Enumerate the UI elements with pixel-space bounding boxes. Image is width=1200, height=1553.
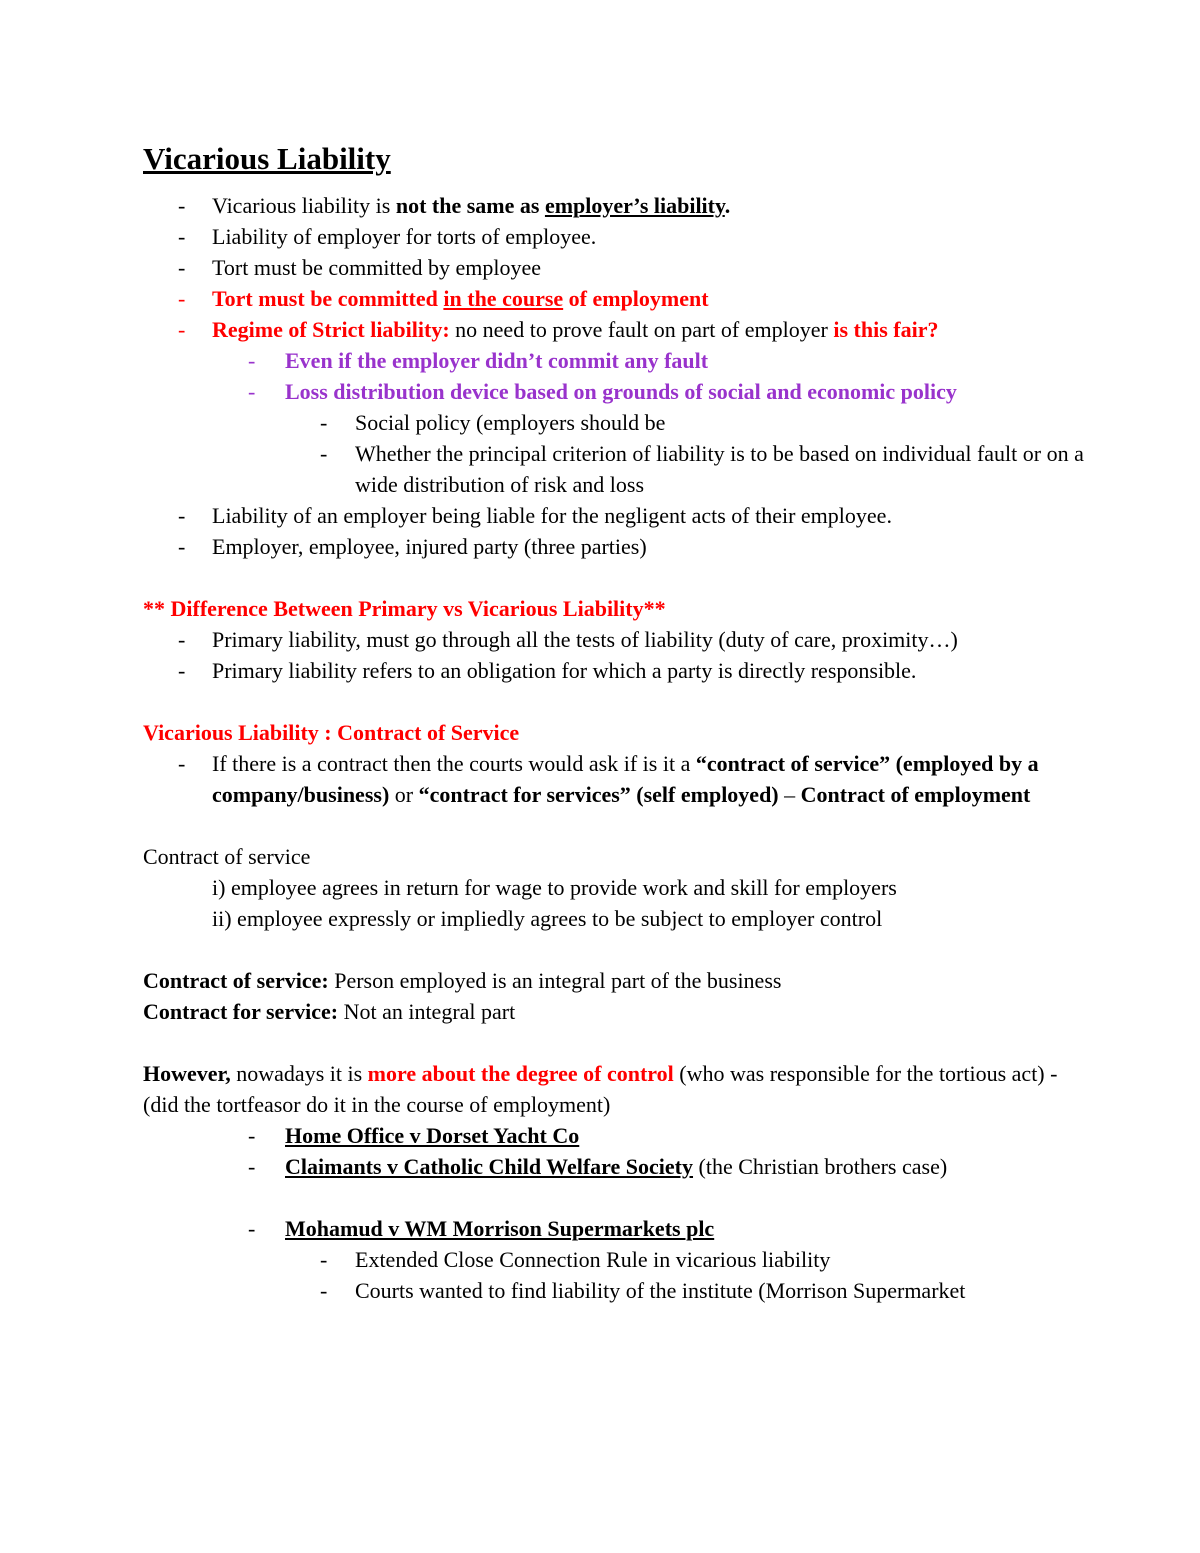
bullet-line bbox=[143, 1120, 1090, 1151]
text-segment: nowadays it is bbox=[230, 1061, 368, 1086]
bullet-dash: - bbox=[178, 751, 186, 776]
text-segment: Home Office v Dorset Yacht Co bbox=[285, 1123, 580, 1148]
text-segment: employer’s liability bbox=[544, 193, 725, 218]
paragraph-line bbox=[143, 717, 1090, 748]
bullet-line bbox=[143, 748, 1090, 810]
bullet-dash: - bbox=[248, 348, 256, 373]
line-content bbox=[212, 283, 1090, 314]
paragraph-line bbox=[143, 965, 1090, 996]
line-content bbox=[212, 748, 1090, 810]
bullet-dash: - bbox=[178, 534, 186, 559]
bullet-dash: - bbox=[178, 627, 186, 652]
line-content bbox=[285, 1151, 1090, 1182]
bullet-dash: - bbox=[178, 658, 186, 683]
page-title: Vicarious Liability bbox=[143, 141, 391, 176]
text-segment: Vicarious liability is bbox=[212, 193, 396, 218]
text-segment: Tort must be committed bbox=[212, 286, 444, 311]
bullet-line bbox=[143, 1151, 1090, 1182]
text-segment: Contract of service: bbox=[143, 968, 329, 993]
line-content bbox=[143, 965, 1090, 996]
line-content bbox=[212, 314, 1090, 345]
text-segment: ** Difference Between Primary vs Vicarious Liability** bbox=[143, 596, 666, 621]
text-segment: – bbox=[778, 782, 801, 807]
text-segment: Vicarious Liability : Contract of Service bbox=[143, 720, 520, 745]
line-content bbox=[212, 624, 1090, 655]
line-content bbox=[212, 500, 1090, 531]
bullet-dash: - bbox=[248, 1216, 256, 1241]
text-segment: Primary liability refers to an obligation for which a party is directly responsible. bbox=[212, 658, 917, 683]
text-segment: Social policy (employers should be bbox=[355, 410, 666, 435]
line-content bbox=[143, 1058, 1090, 1120]
bullet-dash: - bbox=[248, 1123, 256, 1148]
bullet-dash: - bbox=[248, 379, 256, 404]
bullet-dash: - bbox=[178, 193, 186, 218]
bullet-line bbox=[143, 252, 1090, 283]
bullet-line bbox=[143, 376, 1090, 407]
text-segment: Whether the principal criterion of liability is to be based on individual fault or on a wide distribution of risk and loss bbox=[355, 441, 1084, 497]
line-content bbox=[212, 252, 1090, 283]
paragraph-line bbox=[143, 1058, 1090, 1120]
bullet-line bbox=[143, 314, 1090, 345]
line-content bbox=[355, 407, 1090, 438]
text-segment: Tort must be committed by employee bbox=[212, 255, 542, 280]
text-segment: Person employed is an integral part of the business bbox=[328, 968, 782, 993]
text-segment: is this fair? bbox=[833, 317, 939, 342]
bullet-line bbox=[143, 500, 1090, 531]
text-segment: ii) employee expressly or impliedly agrees to be subject to employer control bbox=[212, 906, 883, 931]
text-segment: However, bbox=[143, 1061, 231, 1086]
text-segment: Extended Close Connection Rule in vicarious liability bbox=[355, 1247, 831, 1272]
bullet-dash: - bbox=[178, 503, 186, 528]
bullet-line bbox=[143, 345, 1090, 376]
bullet-dash: - bbox=[178, 286, 186, 311]
bullet-line bbox=[143, 438, 1090, 500]
bullet-line bbox=[143, 1275, 1090, 1306]
text-segment: (who was responsible for the tortious act) - (did the tortfeasor do it in the course of employment) bbox=[143, 1061, 1058, 1117]
bullet-dash: - bbox=[320, 1247, 328, 1272]
bullet-line bbox=[143, 407, 1090, 438]
text-segment: in the course bbox=[443, 286, 564, 311]
paragraph-line bbox=[143, 903, 1090, 934]
line-content bbox=[355, 438, 1090, 500]
text-segment: Claimants v Catholic Child Welfare Society bbox=[285, 1154, 694, 1179]
text-segment: Courts wanted to find liability of the institute (Morrison Supermarket bbox=[355, 1278, 966, 1303]
text-segment: Primary liability, must go through all the tests of liability (duty of care, proximity…) bbox=[212, 627, 958, 652]
bullet-dash: - bbox=[320, 441, 328, 466]
text-segment: Contract of employment bbox=[800, 782, 1031, 807]
line-content bbox=[212, 655, 1090, 686]
line-content bbox=[212, 531, 1090, 562]
text-segment: Not an integral part bbox=[338, 999, 516, 1024]
text-segment: Loss distribution device based on grounds of social and economic policy bbox=[285, 379, 957, 404]
paragraph-line bbox=[143, 841, 1090, 872]
bullet-line bbox=[143, 1213, 1090, 1244]
bullet-line bbox=[143, 624, 1090, 655]
paragraph-line bbox=[143, 872, 1090, 903]
text-segment: i) employee agrees in return for wage to provide work and skill for employers bbox=[212, 875, 897, 900]
document-body bbox=[143, 190, 1090, 1306]
text-segment: If there is a contract then the courts would ask if is it a bbox=[212, 751, 696, 776]
line-content bbox=[285, 345, 1090, 376]
text-segment: Liability of employer for torts of employee. bbox=[212, 224, 597, 249]
line-content bbox=[143, 717, 1090, 748]
bullet-line bbox=[143, 1244, 1090, 1275]
bullet-line bbox=[143, 655, 1090, 686]
paragraph-line bbox=[143, 996, 1090, 1027]
bullet-line bbox=[143, 531, 1090, 562]
text-segment: of employment bbox=[563, 286, 709, 311]
text-segment: Employer, employee, injured party (three parties) bbox=[212, 534, 647, 559]
text-segment: Contract for service: bbox=[143, 999, 339, 1024]
bullet-dash: - bbox=[248, 1154, 256, 1179]
text-segment: . bbox=[724, 193, 731, 218]
bullet-dash: - bbox=[178, 224, 186, 249]
line-content bbox=[285, 376, 1090, 407]
line-content bbox=[212, 903, 1090, 934]
text-segment: not the same as bbox=[395, 193, 545, 218]
bullet-dash: - bbox=[178, 317, 186, 342]
bullet-line bbox=[143, 190, 1090, 221]
text-segment: more about the degree of control bbox=[367, 1061, 674, 1086]
line-content bbox=[285, 1213, 1090, 1244]
bullet-dash: - bbox=[178, 255, 186, 280]
line-content bbox=[212, 221, 1090, 252]
line-content bbox=[212, 190, 1090, 221]
line-content bbox=[355, 1244, 1090, 1275]
text-segment: no need to prove fault on part of employer bbox=[449, 317, 834, 342]
line-content bbox=[212, 872, 1090, 903]
bullet-line bbox=[143, 283, 1090, 314]
text-segment: (the Christian brothers case) bbox=[693, 1154, 948, 1179]
text-segment: Even if the employer didn’t commit any fault bbox=[285, 348, 709, 373]
text-segment: “contract for services” (self employed) bbox=[418, 782, 779, 807]
text-segment: or bbox=[389, 782, 419, 807]
text-segment: Contract of service bbox=[143, 844, 311, 869]
paragraph-line bbox=[143, 593, 1090, 624]
text-segment: “contract of service” (employed by a company/business) bbox=[212, 751, 1039, 807]
bullet-dash: - bbox=[320, 410, 328, 435]
bullet-line bbox=[143, 221, 1090, 252]
text-segment: Regime of Strict liability: bbox=[212, 317, 450, 342]
line-content bbox=[143, 593, 1090, 624]
text-segment: Mohamud v WM Morrison Supermarkets plc bbox=[285, 1216, 715, 1241]
line-content bbox=[143, 841, 1090, 872]
text-segment: Liability of an employer being liable for the negligent acts of their employee. bbox=[212, 503, 892, 528]
bullet-dash: - bbox=[320, 1278, 328, 1303]
line-content bbox=[143, 996, 1090, 1027]
line-content bbox=[285, 1120, 1090, 1151]
line-content bbox=[355, 1275, 1090, 1306]
